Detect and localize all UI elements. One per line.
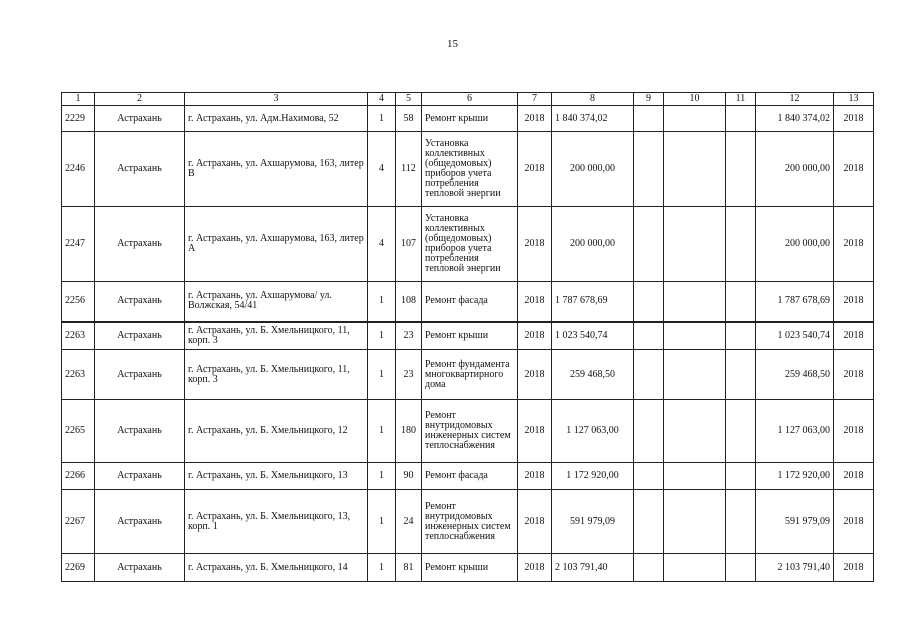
- work-type-cell: Ремонт фасада: [422, 282, 518, 322]
- column-header: 9: [634, 93, 664, 106]
- column-10-cell: [664, 132, 726, 207]
- column-5-cell: 112: [396, 132, 422, 207]
- work-type-cell: Ремонт фундамента многоквартирного дома: [422, 350, 518, 400]
- total-cell: 591 979,09: [756, 490, 834, 554]
- column-header: 4: [368, 93, 396, 106]
- column-4-cell: 1: [368, 490, 396, 554]
- year-cell: 2018: [518, 490, 552, 554]
- column-4-cell: 1: [368, 463, 396, 490]
- column-13-cell: 2018: [834, 463, 874, 490]
- column-header: 6: [422, 93, 518, 106]
- city-cell: Астрахань: [95, 322, 185, 350]
- table-row: [62, 490, 874, 554]
- column-4-cell: 4: [368, 132, 396, 207]
- column-4-cell: 1: [368, 350, 396, 400]
- table-row: [62, 282, 874, 322]
- cost-cell: 2 103 791,40: [552, 554, 634, 582]
- column-header: 7: [518, 93, 552, 106]
- total-cell: 259 468,50: [756, 350, 834, 400]
- total-cell: 1 172 920,00: [756, 463, 834, 490]
- address-cell: г. Астрахань, ул. Адм.Нахимова, 52: [185, 106, 368, 132]
- column-10-cell: [664, 106, 726, 132]
- city-cell: Астрахань: [95, 207, 185, 282]
- city-cell: Астрахань: [95, 282, 185, 322]
- address-cell: г. Астрахань, ул. Б. Хмельницкого, 13, корп. 1: [185, 490, 368, 554]
- object-id-cell: 2265: [62, 400, 95, 463]
- column-11-cell: [726, 132, 756, 207]
- column-5-cell: 23: [396, 350, 422, 400]
- table-row: [62, 400, 874, 463]
- work-type-cell: Ремонт крыши: [422, 554, 518, 582]
- object-id-cell: 2246: [62, 132, 95, 207]
- column-header: 10: [664, 93, 726, 106]
- column-9-cell: [634, 282, 664, 322]
- column-10-cell: [664, 207, 726, 282]
- column-10-cell: [664, 400, 726, 463]
- city-cell: Астрахань: [95, 132, 185, 207]
- column-5-cell: 107: [396, 207, 422, 282]
- cost-cell: 1 787 678,69: [552, 282, 634, 322]
- column-11-cell: [726, 554, 756, 582]
- object-id-cell: 2263: [62, 322, 95, 350]
- column-header: 5: [396, 93, 422, 106]
- column-11-cell: [726, 282, 756, 322]
- work-type-cell: Установка коллективных (общедомовых) приборов учета потребления тепловой энергии: [422, 207, 518, 282]
- work-type-cell: Установка коллективных (общедомовых) приборов учета потребления тепловой энергии: [422, 132, 518, 207]
- work-type-cell: Ремонт крыши: [422, 106, 518, 132]
- column-11-cell: [726, 207, 756, 282]
- column-13-cell: 2018: [834, 132, 874, 207]
- object-id-cell: 2266: [62, 463, 95, 490]
- page-number: 15: [447, 38, 458, 50]
- city-cell: Астрахань: [95, 350, 185, 400]
- table-row: [62, 207, 874, 282]
- column-9-cell: [634, 322, 664, 350]
- work-type-cell: Ремонт крыши: [422, 322, 518, 350]
- total-cell: 1 127 063,00: [756, 400, 834, 463]
- total-cell: 1 787 678,69: [756, 282, 834, 322]
- column-4-cell: 1: [368, 554, 396, 582]
- object-id-cell: 2229: [62, 106, 95, 132]
- table-row: [62, 132, 874, 207]
- cost-cell: 1 840 374,02: [552, 106, 634, 132]
- column-10-cell: [664, 282, 726, 322]
- column-10-cell: [664, 350, 726, 400]
- column-11-cell: [726, 350, 756, 400]
- column-5-cell: 58: [396, 106, 422, 132]
- column-9-cell: [634, 400, 664, 463]
- column-header: 11: [726, 93, 756, 106]
- object-id-cell: 2263: [62, 350, 95, 400]
- total-cell: 2 103 791,40: [756, 554, 834, 582]
- column-4-cell: 1: [368, 106, 396, 132]
- column-5-cell: 23: [396, 322, 422, 350]
- object-id-cell: 2247: [62, 207, 95, 282]
- column-10-cell: [664, 322, 726, 350]
- cost-cell: 1 023 540,74: [552, 322, 634, 350]
- table-row: [62, 106, 874, 132]
- table-row: [62, 463, 874, 490]
- column-10-cell: [664, 490, 726, 554]
- repair-register-table: [61, 92, 874, 582]
- total-cell: 1 023 540,74: [756, 322, 834, 350]
- city-cell: Астрахань: [95, 490, 185, 554]
- column-5-cell: 81: [396, 554, 422, 582]
- year-cell: 2018: [518, 463, 552, 490]
- column-9-cell: [634, 350, 664, 400]
- column-header: 3: [185, 93, 368, 106]
- year-cell: 2018: [518, 106, 552, 132]
- column-11-cell: [726, 490, 756, 554]
- address-cell: г. Астрахань, ул. Б. Хмельницкого, 13: [185, 463, 368, 490]
- city-cell: Астрахань: [95, 463, 185, 490]
- work-type-cell: Ремонт внутридомовых инженерных систем теплоснабжения: [422, 400, 518, 463]
- column-9-cell: [634, 554, 664, 582]
- column-13-cell: 2018: [834, 350, 874, 400]
- table-row: [62, 554, 874, 582]
- column-9-cell: [634, 207, 664, 282]
- column-11-cell: [726, 322, 756, 350]
- column-13-cell: 2018: [834, 554, 874, 582]
- city-cell: Астрахань: [95, 554, 185, 582]
- cost-cell: 200 000,00: [552, 207, 634, 282]
- column-10-cell: [664, 463, 726, 490]
- address-cell: г. Астрахань, ул. Б. Хмельницкого, 11, корп. 3: [185, 350, 368, 400]
- cost-cell: 1 127 063,00: [552, 400, 634, 463]
- column-13-cell: 2018: [834, 282, 874, 322]
- column-5-cell: 90: [396, 463, 422, 490]
- work-type-cell: Ремонт фасада: [422, 463, 518, 490]
- year-cell: 2018: [518, 322, 552, 350]
- column-5-cell: 24: [396, 490, 422, 554]
- object-id-cell: 2267: [62, 490, 95, 554]
- column-13-cell: 2018: [834, 322, 874, 350]
- table-row: [62, 322, 874, 350]
- column-13-cell: 2018: [834, 106, 874, 132]
- work-type-cell: Ремонт внутридомовых инженерных систем теплоснабжения: [422, 490, 518, 554]
- year-cell: 2018: [518, 350, 552, 400]
- city-cell: Астрахань: [95, 400, 185, 463]
- address-cell: г. Астрахань, ул. Б. Хмельницкого, 12: [185, 400, 368, 463]
- city-cell: Астрахань: [95, 106, 185, 132]
- cost-cell: 259 468,50: [552, 350, 634, 400]
- year-cell: 2018: [518, 282, 552, 322]
- address-cell: г. Астрахань, ул. Ахшарумова, 163, литер А: [185, 207, 368, 282]
- total-cell: 200 000,00: [756, 207, 834, 282]
- column-4-cell: 1: [368, 322, 396, 350]
- total-cell: 200 000,00: [756, 132, 834, 207]
- column-11-cell: [726, 463, 756, 490]
- column-header: 12: [756, 93, 834, 106]
- address-cell: г. Астрахань, ул. Ахшарумова, 163, литер В: [185, 132, 368, 207]
- column-4-cell: 1: [368, 282, 396, 322]
- address-cell: г. Астрахань, ул. Ахшарумова/ ул. Волжская, 54/41: [185, 282, 368, 322]
- column-5-cell: 108: [396, 282, 422, 322]
- year-cell: 2018: [518, 207, 552, 282]
- cost-cell: 1 172 920,00: [552, 463, 634, 490]
- year-cell: 2018: [518, 400, 552, 463]
- column-9-cell: [634, 132, 664, 207]
- table-row: [62, 350, 874, 400]
- column-11-cell: [726, 400, 756, 463]
- cost-cell: 200 000,00: [552, 132, 634, 207]
- column-4-cell: 4: [368, 207, 396, 282]
- column-number-row: [62, 93, 874, 106]
- column-13-cell: 2018: [834, 490, 874, 554]
- address-cell: г. Астрахань, ул. Б. Хмельницкого, 11, корп. 3: [185, 322, 368, 350]
- column-header: 1: [62, 93, 95, 106]
- column-13-cell: 2018: [834, 207, 874, 282]
- object-id-cell: 2256: [62, 282, 95, 322]
- column-9-cell: [634, 490, 664, 554]
- column-4-cell: 1: [368, 400, 396, 463]
- total-cell: 1 840 374,02: [756, 106, 834, 132]
- column-11-cell: [726, 106, 756, 132]
- column-13-cell: 2018: [834, 400, 874, 463]
- column-header: 13: [834, 93, 874, 106]
- column-10-cell: [664, 554, 726, 582]
- cost-cell: 591 979,09: [552, 490, 634, 554]
- address-cell: г. Астрахань, ул. Б. Хмельницкого, 14: [185, 554, 368, 582]
- column-header: 8: [552, 93, 634, 106]
- column-5-cell: 180: [396, 400, 422, 463]
- year-cell: 2018: [518, 132, 552, 207]
- column-9-cell: [634, 463, 664, 490]
- object-id-cell: 2269: [62, 554, 95, 582]
- year-cell: 2018: [518, 554, 552, 582]
- column-9-cell: [634, 106, 664, 132]
- column-header: 2: [95, 93, 185, 106]
